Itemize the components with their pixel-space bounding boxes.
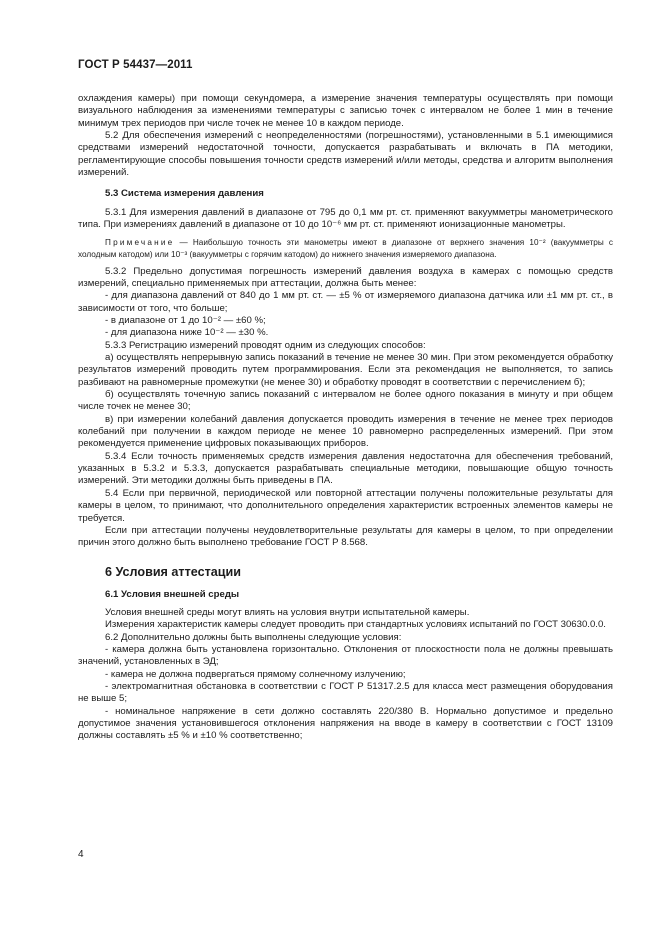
paragraph-6-2: 6.2 Дополнительно должны быть выполнены следующие условия: — [105, 631, 402, 643]
list-item: - камера не должна подвергаться прямому солнечному излучению; — [105, 668, 406, 680]
list-item-c: в) при измерении колебаний давления допускается проводить измерения в течение не менее трех периодов колебаний при получении в каждом периоде не менее 10 равномерно распределенных измерений. При этом рекомендуется применение цифровых показывающих приборов. — [78, 413, 613, 450]
document-header: ГОСТ Р 54437—2011 — [78, 59, 193, 71]
list-item: - в диапазоне от 1 до 10⁻² — ±60 %; — [105, 315, 266, 326]
list-item-b: б) осуществлять точечную запись показаний с интервалом не более одного показания в минуту и при общем числе точек не менее 30; — [78, 389, 613, 413]
paragraph-5-3-1: 5.3.1 Для измерения давлений в диапазоне от 795 до 0,1 мм рт. ст. применяют вакуумметры манометрического типа. При измерениях давлений в диапазоне от 10 до 10⁻⁶ мм рт. ст. применяют ионизационные манометры. — [78, 206, 613, 231]
list-item: - номинальное напряжение в сети должно составлять 220/380 В. Нормально допустимое и предельно допустимое значения установившегося отклонения напряжения на вводе в камеру в соответствии с ГОСТ 13109 должны составлять ±5 % и ±10 % соответственно; — [78, 705, 613, 742]
list-item: - камера должна быть установлена горизонтально. Отклонения от плоскостности пола не должны превышать значений, установленных в ЭД; — [78, 643, 613, 668]
paragraph-5-3-2: 5.3.2 Предельно допустимая погрешность измерений давления воздуха в камерах с помощью средств измерений, специально применяемых при аттестации, должна быть менее: — [78, 265, 613, 289]
paragraph: Если при аттестации получены неудовлетворительные результаты для камеры в целом, то при определении причин этого должно быть выполнено требование ГОСТ Р 8.568. — [78, 524, 613, 549]
note-label: Примечание — [105, 238, 175, 248]
chapter-heading-6: 6 Условия аттестации — [105, 564, 241, 579]
document-body — [78, 93, 613, 743]
note-text: — Наибольшую точность эти манометры имеют в диапазоне от верхнего значения 10⁻² (вакуумметры с холодным катодом) или 10⁻³ (вакуумметры с горячим катодом) до нижнего значения измеряемого диапазона. — [78, 238, 613, 259]
list-item: - для диапазона давлений от 840 до 1 мм рт. ст. — ±5 % от измеряемого диапазона датчика или ±1 мм рт. ст., в зависимости от того, что больше; — [78, 290, 613, 314]
note — [78, 237, 613, 259]
paragraph: Условия внешней среды могут влиять на условия внутри испытательной камеры. — [105, 606, 470, 618]
list-item-a: а) осуществлять непрерывную запись показаний в течение не менее 30 мин. При этом рекомендуется обработку результатов измерений проводить путем программирования. Если эта рекомендация не выполняется, то запись разбивают на равномерные промежутки (не менее 30) и обработку проводят в соответствии с перечислением б); — [78, 352, 613, 388]
section-heading-6-1: 6.1 Условия внешней среды — [105, 588, 240, 600]
section-heading-5-3: 5.3 Система измерения давления — [105, 188, 264, 200]
paragraph-5-3-4: 5.3.4 Если точность применяемых средств измерения давления недостаточна для обеспечения требований, указанных в 5.3.2 и 5.3.3, допускается разрабатывать специальные методики, повышающие общую точность измерений. Эти методики должны быть приведены в ПА. — [78, 450, 613, 487]
paragraph-5-3-3: 5.3.3 Регистрацию измерений проводят одним из следующих способов: — [105, 339, 426, 351]
paragraph-5-4: 5.4 Если при первичной, периодической или повторной аттестации получены положительные результаты для камеры в целом, то принимают, что дополнительного определения характеристик встроенных элементов камеры не требуется. — [78, 487, 613, 524]
paragraph: Измерения характеристик камеры следует проводить при стандартных условиях испытаний по ГОСТ 30630.0.0. — [105, 619, 606, 631]
list-item: - для диапазона ниже 10⁻² — ±30 %. — [105, 327, 269, 339]
paragraph: охлаждения камеры) при помощи секундомера, а измерение значения температуры осуществлять при помощи визуального наблюдения за изменениями температуры с записью точек с интервалом не более 1 мин в течение минимум трех периодов при числе точек не менее 10 в каждом периоде. — [78, 93, 613, 129]
list-item: - электромагнитная обстановка в соответствии с ГОСТ Р 51317.2.5 для класса мест размещения оборудования не выше 5; — [78, 680, 613, 705]
paragraph-5-2: 5.2 Для обеспечения измерений с неопределенностями (погрешностями), установленными в 5.1 имеющимися средствами измерений недостаточной точности, допускается разрабатывать и включать в ПА методики, регламентирующие способы повышения точности средств измерений и/или методы, средства и алгоритм выполнения измерений. — [78, 130, 613, 179]
page-number: 4 — [78, 849, 84, 860]
